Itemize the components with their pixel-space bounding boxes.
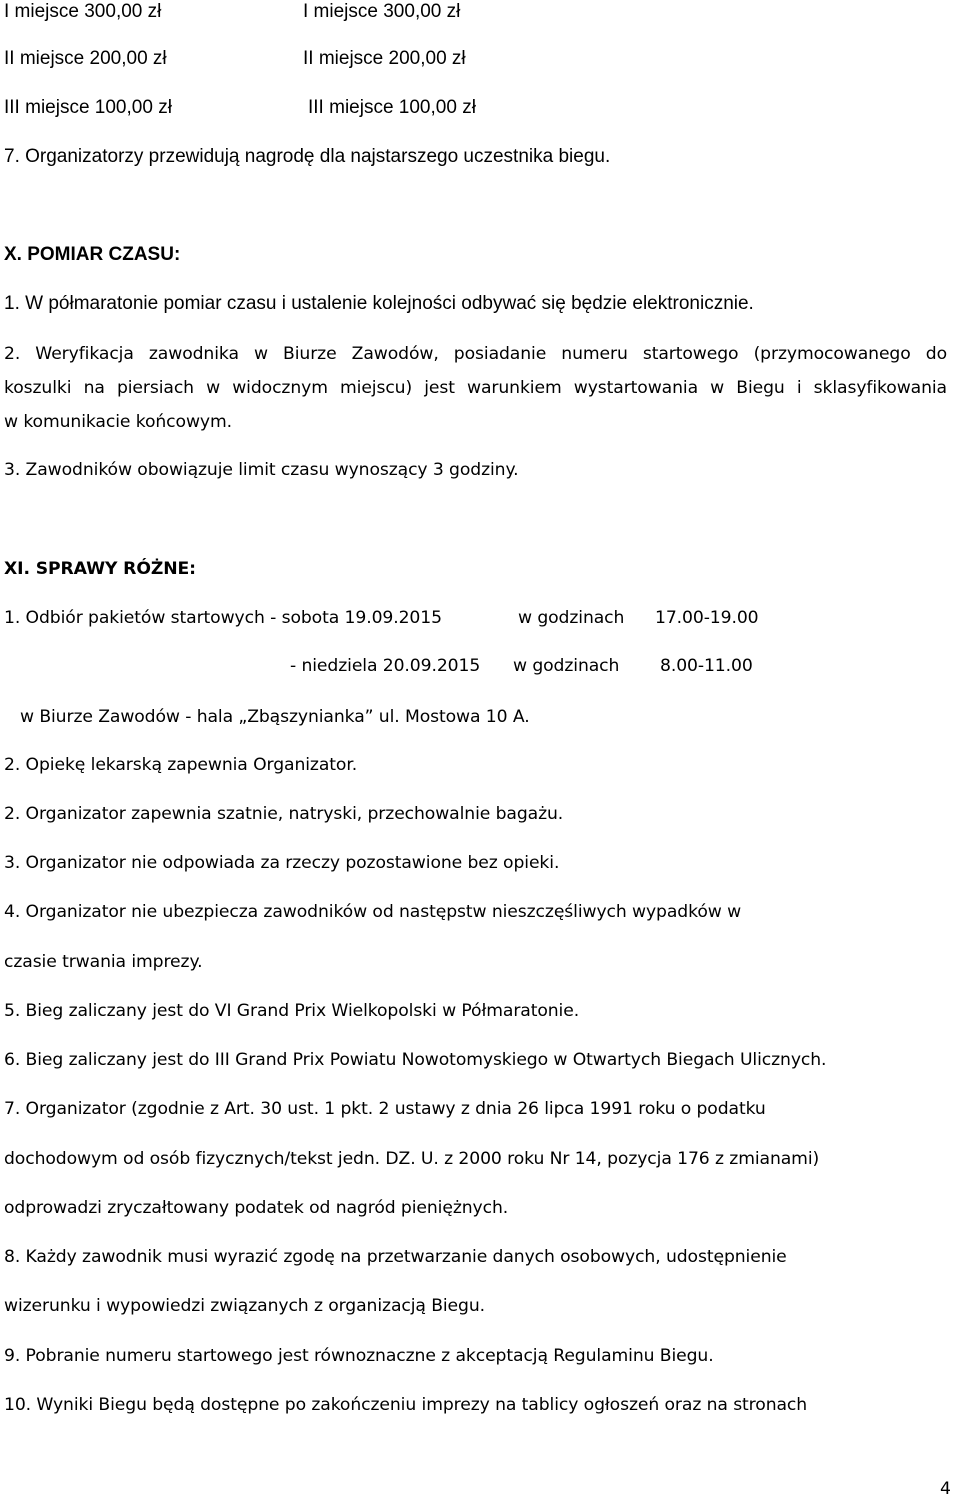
misc-item: wizerunku i wypowiedzi związanych z organizacją Biegu. xyxy=(4,1296,486,1316)
misc-item: odprowadzi zryczałtowany podatek od nagród pieniężnych. xyxy=(4,1198,509,1218)
pickup-place: w Biurze Zawodów - hala „Zbąszynianka” ul. Mostowa 10 A. xyxy=(20,707,530,727)
prize-col2-line3: III miejsce 100,00 zł xyxy=(308,97,476,118)
pickup-sunday: - niedziela 20.09.2015 xyxy=(290,656,481,676)
pickup-saturday-hours-label: w godzinach xyxy=(518,608,625,628)
pickup-sunday-hours-label: w godzinach xyxy=(513,656,620,676)
misc-item: 10. Wyniki Biegu będą dostępne po zakończeniu imprezy na tablicy ogłoszeń oraz na stronach xyxy=(4,1395,808,1415)
section-heading-misc: XI. SPRAWY RÓŻNE: xyxy=(4,559,196,579)
prize-col1-line2: II miejsce 200,00 zł xyxy=(4,48,167,69)
prize-col2-line1: I miejsce 300,00 zł xyxy=(303,1,461,22)
pickup-saturday-hours: 17.00-19.00 xyxy=(655,608,759,628)
timing-item-3: 3. Zawodników obowiązuje limit czasu wynoszący 3 godziny. xyxy=(4,460,519,480)
misc-item: 3. Organizator nie odpowiada za rzeczy pozostawione bez opieki. xyxy=(4,853,560,873)
prize-col1-line1: I miejsce 300,00 zł xyxy=(4,1,162,22)
timing-item-2-line3: w komunikacie końcowym. xyxy=(4,412,232,432)
misc-item: 2. Organizator zapewnia szatnie, natryski, przechowalnie bagażu. xyxy=(4,804,564,824)
pickup-sunday-hours: 8.00-11.00 xyxy=(660,656,753,676)
misc-item: 5. Bieg zaliczany jest do VI Grand Prix Wielkopolski w Półmaratonie. xyxy=(4,1001,580,1021)
pickup-saturday: 1. Odbiór pakietów startowych - sobota 19.09.2015 xyxy=(4,608,442,628)
misc-item: 7. Organizator (zgodnie z Art. 30 ust. 1 pkt. 2 ustawy z dnia 26 lipca 1991 roku o podatku xyxy=(4,1099,766,1119)
prize-col1-line3: III miejsce 100,00 zł xyxy=(4,97,172,118)
misc-item: 9. Pobranie numeru startowego jest równoznaczne z akceptacją Regulaminu Biegu. xyxy=(4,1346,714,1366)
misc-item: dochodowym od osób fizycznych/tekst jedn. DZ. U. z 2000 roku Nr 14, pozycja 176 z zmianami) xyxy=(4,1149,820,1169)
section-heading-timing: X. POMIAR CZASU: xyxy=(4,244,181,265)
oldest-participant-prize: 7. Organizatorzy przewidują nagrodę dla najstarszego uczestnika biegu. xyxy=(4,146,611,167)
misc-item: czasie trwania imprezy. xyxy=(4,952,203,972)
timing-item-2-line1: 2. Weryfikacja zawodnika w Biurze Zawodów, posiadanie numeru startowego (przymocowanego do xyxy=(4,344,947,364)
prize-col2-line2: II miejsce 200,00 zł xyxy=(303,48,466,69)
misc-item: 4. Organizator nie ubezpiecza zawodników od następstw nieszczęśliwych wypadków w xyxy=(4,902,742,922)
misc-item: 2. Opiekę lekarską zapewnia Organizator. xyxy=(4,755,358,775)
misc-item: 8. Każdy zawodnik musi wyrazić zgodę na przetwarzanie danych osobowych, udostępnienie xyxy=(4,1247,787,1267)
timing-item-1: 1. W półmaratonie pomiar czasu i ustalenie kolejności odbywać się będzie elektronicznie. xyxy=(4,293,754,314)
page-number: 4 xyxy=(940,1479,951,1499)
timing-item-2-line2: koszulki na piersiach w widocznym miejscu) jest warunkiem wystartowania w Biegu i sklasyfikowania xyxy=(4,378,947,398)
misc-item: 6. Bieg zaliczany jest do III Grand Prix Powiatu Nowotomyskiego w Otwartych Biegach Ulicznych. xyxy=(4,1050,827,1070)
